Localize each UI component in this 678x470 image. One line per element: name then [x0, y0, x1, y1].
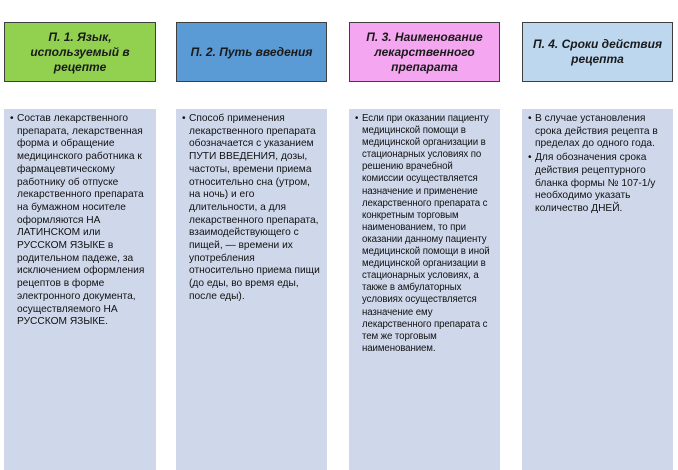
body-drug-name	[349, 109, 500, 470]
body-validity	[522, 109, 673, 470]
list-item: • В случае установления срока действия рецепта в пределах до одного года.	[528, 113, 667, 151]
list-item: • Для обозначения срока действия рецептурного бланка формы № 107-1/у необходимо указать количество ДНЕЙ.	[528, 152, 667, 216]
header-language-text: П. 1. Язык, используемый в рецепте	[30, 29, 130, 74]
body-route	[176, 109, 327, 470]
list-item: • Состав лекарственного препарата, лекарственная форма и обращение медицинского работника к фармацевтическому работнику об отпуске лекарственного препарата на бумажном носителе оформляются НА ЛАТИНСКОМ или РУССКОМ ЯЗЫКЕ в родительном падеже, за исключением оформления рецептов в форме электронного документа, осуществляемого НА РУССКОМ ЯЗЫКЕ.	[10, 113, 150, 329]
header-validity-text: П. 4. Сроки действия рецепта	[532, 37, 663, 66]
header-route-text: П. 2. Путь введения	[190, 44, 313, 59]
header-route	[176, 22, 327, 82]
header-validity	[522, 22, 673, 82]
header-language	[4, 22, 156, 82]
list-item: • Если при оказании пациенту медицинской помощи в медицинской организации в стационарных условиях по решению врачебной комиссии осуществляется назначение и применение лекарственного препарата с конкретным торговым наименованием, то при оказании данному пациенту медицинской помощи в иной медицинской организации в стационарных условиях, а также в амбулаторных условиях осуществляется назначение ему лекарственного препарата с тем же торговым наименованием.	[355, 113, 494, 355]
header-drug-name-text: П. 3. Наименование лекарственного препарата	[366, 29, 483, 74]
header-drug-name	[349, 22, 500, 82]
body-language	[4, 109, 156, 470]
list-item: • Способ применения лекарственного препарата обозначается с указанием ПУТИ ВВЕДЕНИЯ, дозы, частоты, времени приема относительно сна (утром, на ночь) и его длительности, а для лекарственного препарата, взаимодействующего с пищей, — времени их употребления относительно приема пищи (до еды, во время еды, после еды).	[182, 113, 321, 304]
